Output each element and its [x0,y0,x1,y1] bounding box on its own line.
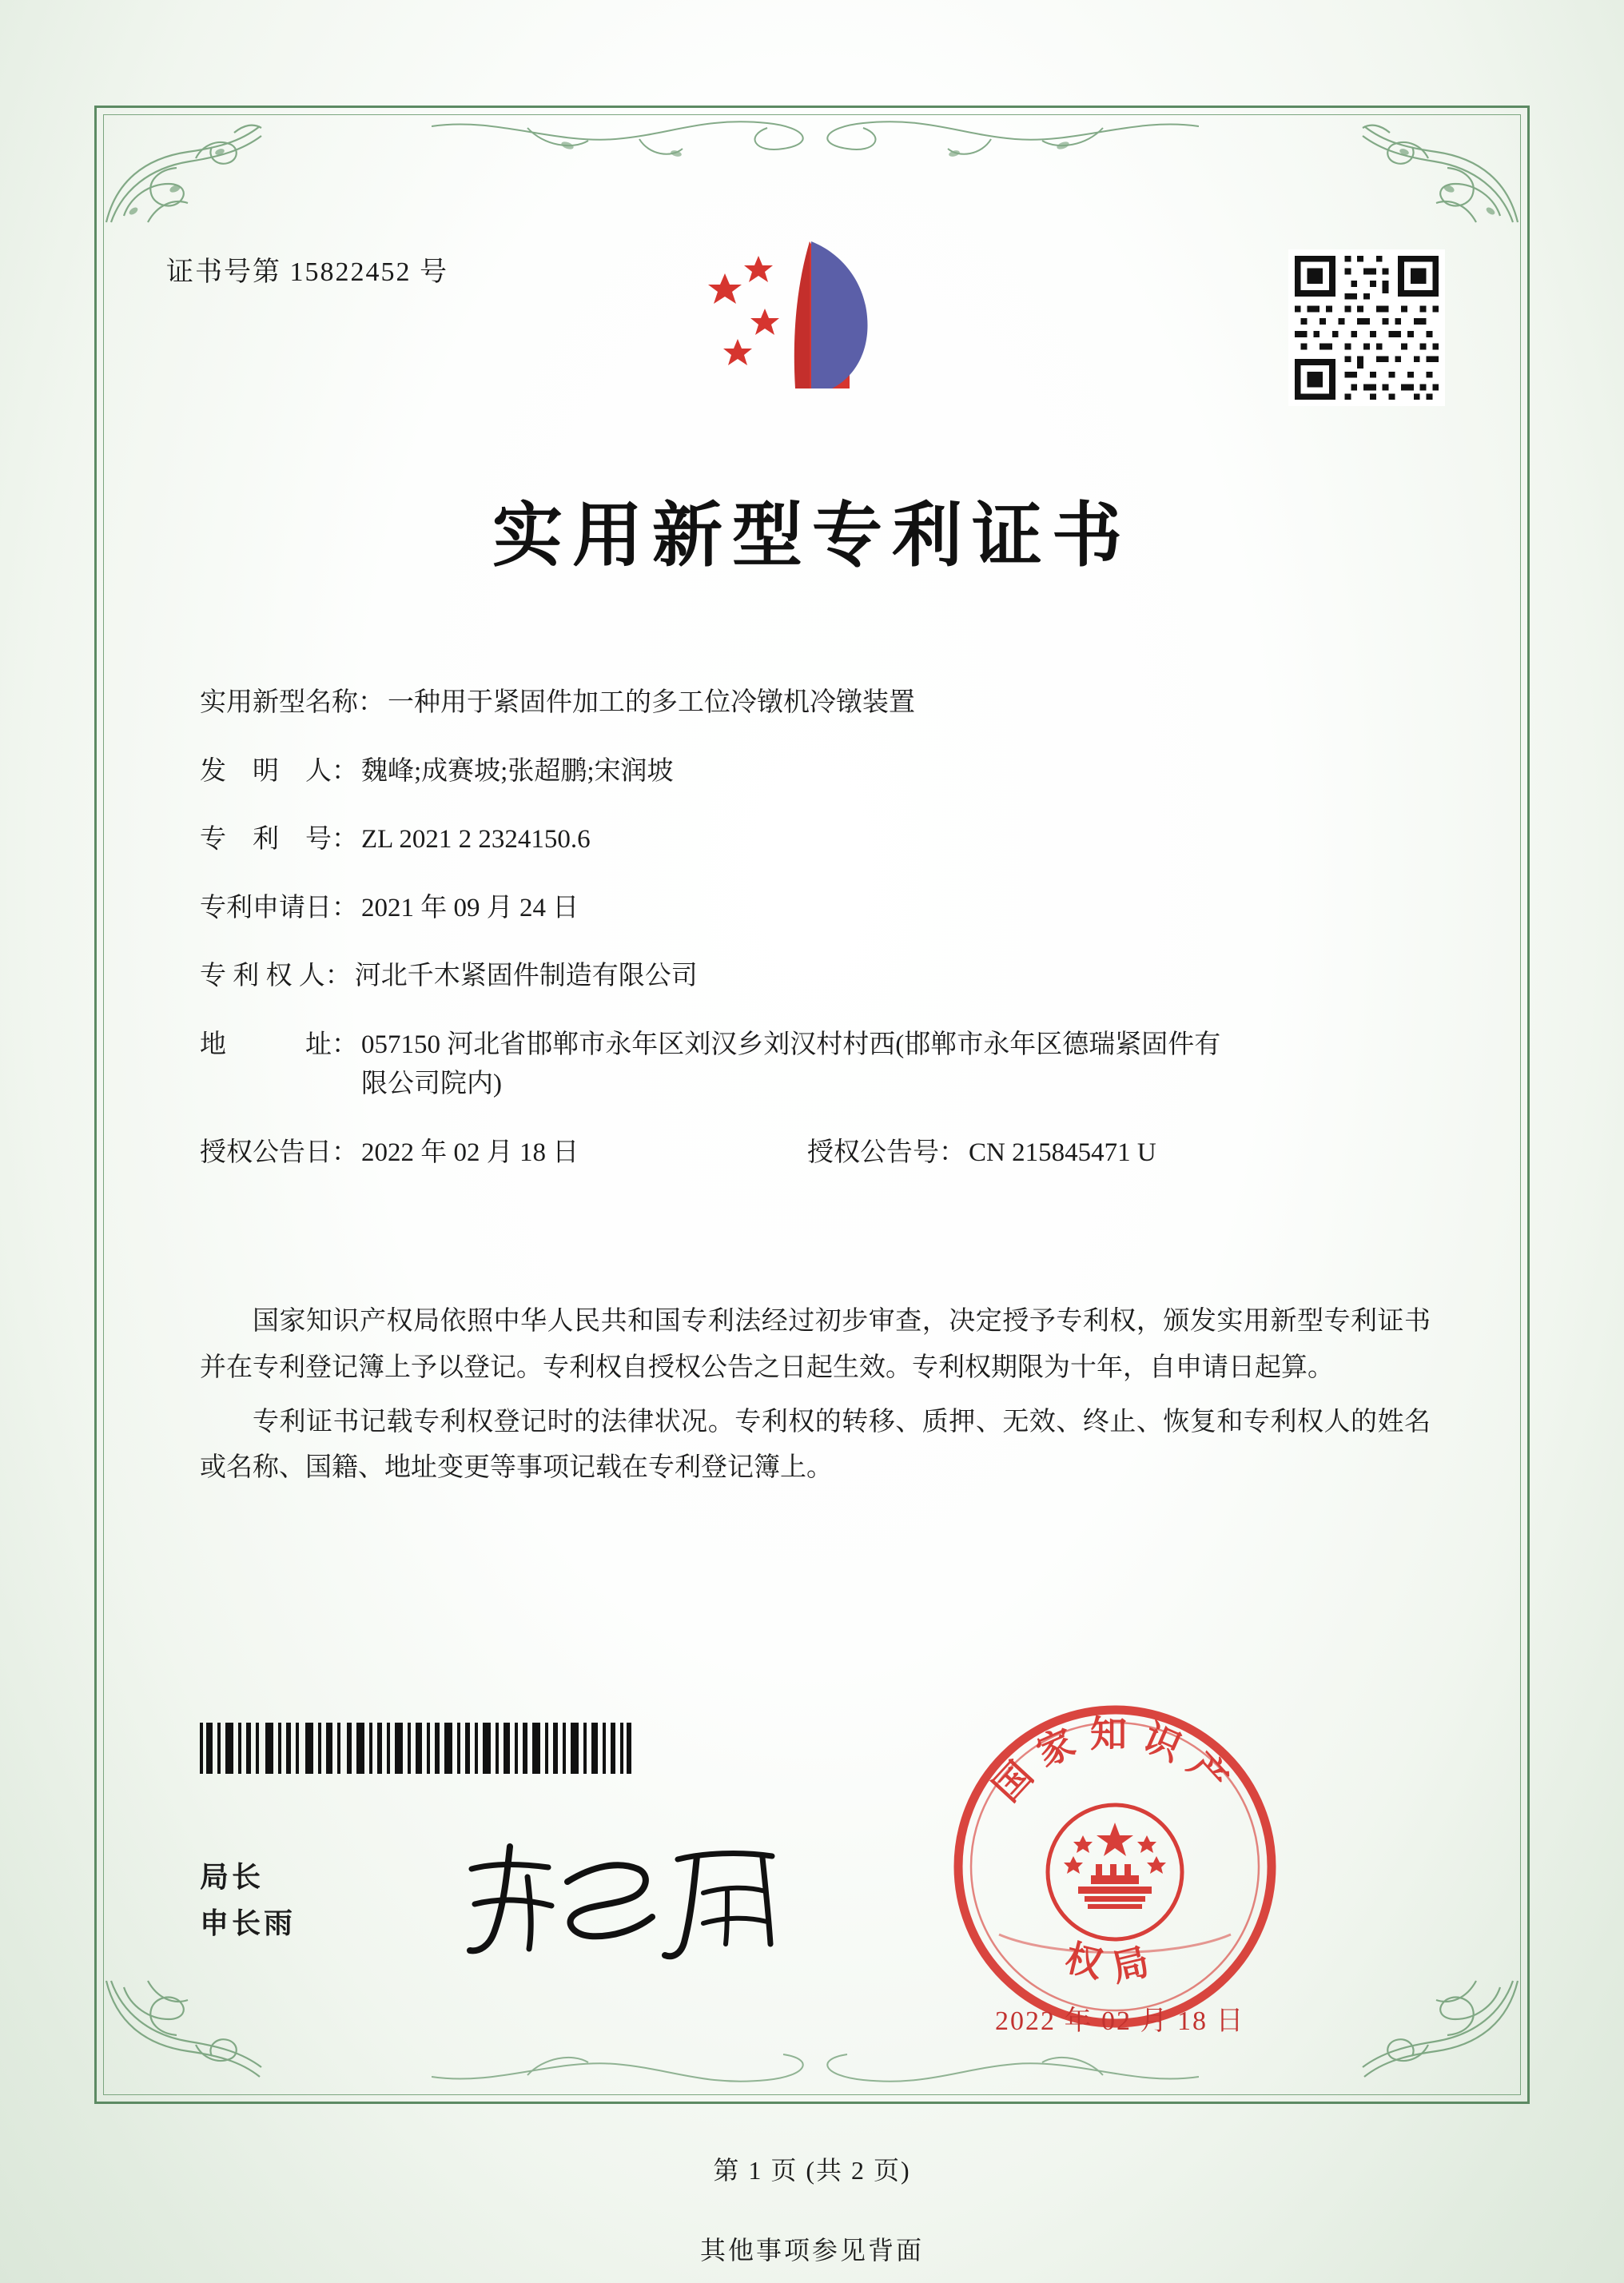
field-value: ZL 2021 2 2324150.6 [361,825,591,854]
field-value: CN 215845471 U [969,1138,1156,1167]
field-value: 一种用于紧固件加工的多工位冷镦机冷镦装置 [388,688,915,717]
legal-body-text [200,1299,1431,1500]
field-utility-model-name [200,683,1447,723]
page-indicator: 第 1 页 (共 2 页) [713,2156,911,2185]
official-seal-icon [943,1695,1287,2038]
field-announcement-number [807,1134,1447,1173]
legal-paragraph-1: 国家知识产权局依照中华人民共和国专利法经过初步审查，决定授予专利权，颁发实用新型专利证书并在专利登记簿上予以登记。专利权自授权公告之日起生效。专利权期限为十年，自申请日起算。 [200,1307,1431,1382]
svg-text:权局: 权局 [1061,1935,1169,1990]
field-announcement-date [200,1134,807,1173]
field-value: 2022 年 02 月 18 日 [361,1138,579,1167]
page-title: 实用新型专利证书 [492,493,1132,576]
field-label: 地 址： [200,1030,358,1059]
field-value: 2021 年 09 月 24 日 [361,893,579,922]
field-label: 实用新型名称： [200,688,384,717]
cnipa-logo-icon [675,232,939,432]
field-value: 057150 河北省邯郸市永年区刘汉乡刘汉村村西(邯郸市永年区德瑞紧固件有限公司院内) [361,1030,1221,1098]
field-application-date [200,889,1447,929]
svg-text:国家知识产: 国家知识产 [984,1712,1246,1810]
field-label: 授权公告日： [200,1138,358,1167]
field-list [200,683,1447,1201]
legal-paragraph-2: 专利证书记载专利权登记时的法律状况。专利权的转移、质押、无效、终止、恢复和专利权人的姓名或名称、国籍、地址变更等事项记载在专利登记簿上。 [200,1407,1431,1483]
field-inventors [200,752,1447,792]
field-label: 专 利 权 人： [200,962,352,990]
certificate-number: 证书号第 15822452 号 [166,257,448,287]
field-patentee [200,957,1447,997]
field-value: 河北千木紧固件制造有限公司 [354,962,698,990]
field-patent-number [200,820,1447,860]
field-label: 专利申请日： [200,893,358,922]
field-label: 发 明 人： [200,756,358,786]
director-title: 局长 [200,1861,265,1893]
field-label: 专 利 号： [200,825,358,854]
barcode-icon [200,1723,631,1774]
director-block [200,1855,296,1946]
seal-date: 2022 年 02 月 18 日 [995,2006,1245,2036]
handwritten-signature-icon [448,1831,815,1966]
qr-code-icon [1288,249,1445,406]
field-label: 授权公告号： [807,1138,965,1167]
field-address [200,1026,1447,1105]
field-value: 魏峰;成赛坡;张超鹏;宋润坡 [361,756,674,786]
back-page-note: 其他事项参见背面 [699,2236,924,2265]
director-name: 申长雨 [200,1906,297,1939]
field-announcement [200,1134,1447,1173]
